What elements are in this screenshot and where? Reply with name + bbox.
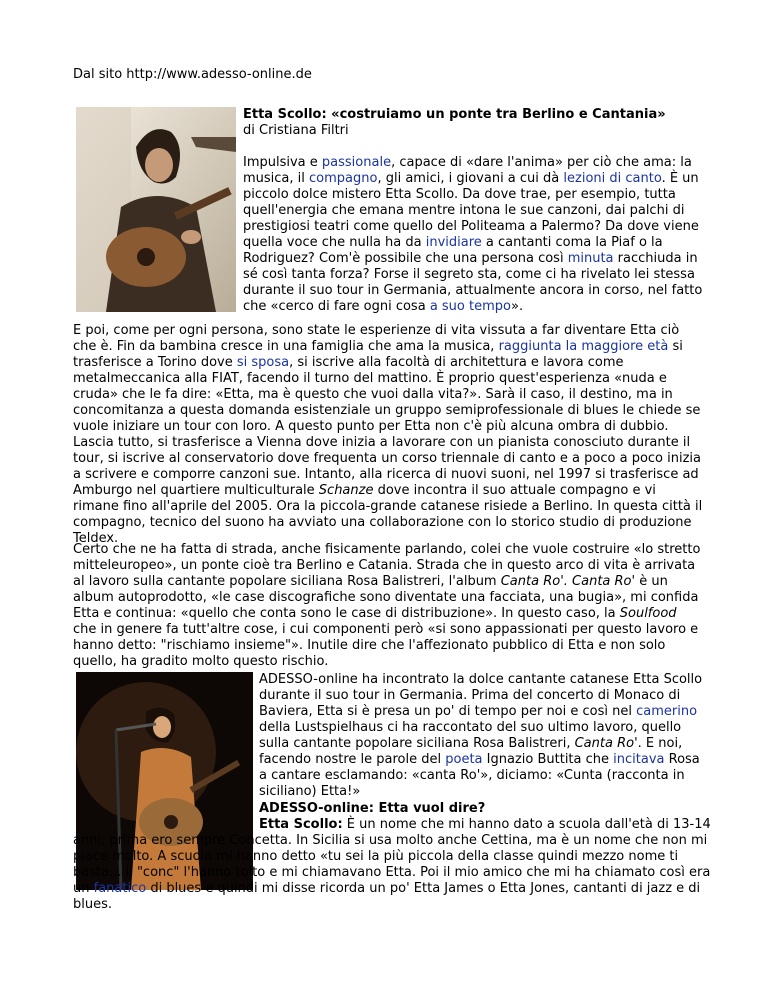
text: , si iscrive alla facoltà di architettura e lavora come metalmeccanica alla FIAT, facendo il turno del mattino. È proprio quest'esperienza «nuda e cruda» che le fa dire: «Etta, ma è questo che vuoi dalla vita?». Sarà il caso, il destino, ma in concomitanza a questa domanda esistenziale un gruppo semiprofessionale di blues le chiede se vuole iniziare un tour con loro. A questo punto per Etta non c'è più alcuna ombra di dubbio. Lascia tutto, si trasferisce a Vienna dove inizia a lavorare con un pianista conosciuto durante il tour, si iscrive al conservatorio dove frequenta un corso triennale di canto e a poco a poco inizia a scrivere e comporre canzoni sue. Intanto, alla ricerca di nuovi suoni, nel 1997 si trasferisce ad Amburgo nel quartiere multiculturale — [73, 355, 701, 498]
link-poeta[interactable]: poeta — [445, 752, 483, 767]
intro-paragraph — [243, 155, 708, 315]
text: dove incontra il suo attuale compagno e vi rimane fino all'aprile del 2005. Ora la piccola-grande catanese risiede a Berlino. In questa città il compagno, tecnico del suono ha avviato una collaborazione con lo storico studio di produzione Teldex. — [73, 483, 703, 546]
singer-photo-1 — [76, 107, 236, 312]
speaker-label: Etta Scollo: — [259, 817, 343, 832]
italic-text: Canta Ro' — [574, 736, 638, 751]
text: si trasferisce a Torino dove — [73, 339, 683, 370]
link-si-sposa[interactable]: si sposa — [236, 355, 290, 370]
interview-question: ADESSO-online: Etta vuol dire? — [259, 801, 486, 816]
text: Impulsiva e — [243, 155, 322, 170]
text: , gli amici, i giovani a cui dà — [377, 171, 564, 186]
interview-answer — [73, 817, 713, 913]
body-paragraph-1 — [73, 323, 703, 547]
link-raggiunta-maggiore-eta[interactable]: raggiunta la maggiore età — [498, 339, 669, 354]
article-title: Etta Scollo: «costruiamo un ponte tra Berlino e Cantania» — [243, 107, 666, 122]
body-paragraph-2 — [73, 542, 703, 670]
text: Rosa a cantare esclamando: «canta Ro'», diciamo: «Cunta (racconta in siciliano) Etta!» — [259, 752, 700, 799]
text: . E noi, facendo nostre le parole del — [259, 736, 683, 767]
italic-text: Soulfood — [619, 606, 677, 621]
italic-text: Schanze — [318, 483, 374, 498]
article-byline: di Cristiana Filtri — [243, 123, 349, 138]
text: ADESSO-online ha incontrato la dolce cantante catanese Etta Scollo durante il suo tour in Germania. Prima del concerto di Monaco di Baviera, Etta si è presa un po' di tempo per noi e così nel — [259, 672, 703, 719]
link-camerino[interactable]: camerino — [636, 704, 698, 719]
text: racchiuda in sé così tanta forza? Forse il segreto sta, come ci ha rivelato lei stessa durante il suo tour in Germania, attualmente ancora in corso, nel fatto che «cerco di fare ogni cosa — [243, 251, 703, 314]
interview-block — [73, 801, 713, 913]
link-invidiare[interactable]: invidiare — [425, 235, 482, 250]
link-minuta[interactable]: minuta — [567, 251, 614, 266]
link-fanatico[interactable]: fanatico — [93, 881, 147, 896]
italic-text: Canta Ro'. Canta Ro' — [500, 574, 636, 589]
text: Certo che ne ha fatta di strada, anche fisicamente parlando, colei che vuole costruire «lo stretto mitteleuropeo», un ponte cioè tra Berlino e Catania. Strada che in questo arco di vita è arrivata al lavoro sulla cantante popolare siciliana Rosa Balistreri, l'album — [73, 542, 701, 589]
article-intro — [243, 107, 708, 315]
text: della Lustspielhaus ci ha raccontato del suo ultimo lavoro, quello sulla cantante popolare siciliana Rosa Balistreri, — [259, 720, 682, 751]
text: , capace di «dare l'anima» per ciò che ama: la musica, il — [243, 155, 692, 186]
link-passionale[interactable]: passionale — [321, 155, 392, 170]
text: Ignazio Buttita che — [482, 752, 614, 767]
text: è un album autoprodotto, «le case discografiche sono diventate una facciata, una bugia», mi confida Etta e continua: «quello che conta sono le case di distribuzione». In questo caso, la — [73, 574, 699, 621]
text: a cantanti coma la Piaf o la Rodriguez? Com'è possibile che una persona così — [243, 235, 663, 266]
source-line: Dal sito http://www.adesso-online.de — [73, 67, 312, 82]
link-compagno[interactable]: compagno — [309, 171, 378, 186]
link-a-suo-tempo[interactable]: a suo tempo — [429, 299, 511, 314]
body-paragraph-3 — [259, 672, 709, 800]
link-incitava[interactable]: incitava — [613, 752, 665, 767]
text: . È un piccolo dolce mistero Etta Scollo. Da dove trae, per esempio, tutta quell'energia che emana mentre intona le sue canzoni, dai palchi di prestigiosi teatri come quello del Politeama a Palermo? Da dove viene quella voce che nulla ha da — [243, 171, 699, 250]
text: E poi, come per ogni persona, sono state le esperienze di vita vissuta a far diventare Etta ciò che è. Fin da bambina cresce in una famiglia che ama la musica, — [73, 323, 680, 354]
text: È un nome che mi hanno dato a scuola dall'età di 13-14 anni, prima ero sempre Concetta. In Sicilia si usa molto anche Cettina, ma è un nome che non mi piace molto. A scuola mi hanno detto «tu sei la più piccola della classe quindi mezzo nome ti basta... il "conc" l'hanno tolto e mi chiamavano Etta. Poi il mio amico che mi ha chiamato così era un — [73, 817, 711, 896]
text: di blues e quindi mi disse ricorda un po' Etta James o Etta Jones, cantanti di jazz e di blues. — [73, 881, 701, 912]
link-lezioni-di-canto[interactable]: lezioni di canto — [563, 171, 662, 186]
text: che in genere fa tutt'altre cose, i cui componenti però «si sono appassionati per questo lavoro e hanno detto: "rischiamo insieme"». Inutile dire che l'affezionato pubblico di Etta e non solo quello, ha gradito molto questo rischio. — [73, 622, 699, 669]
text: ». — [510, 299, 524, 314]
